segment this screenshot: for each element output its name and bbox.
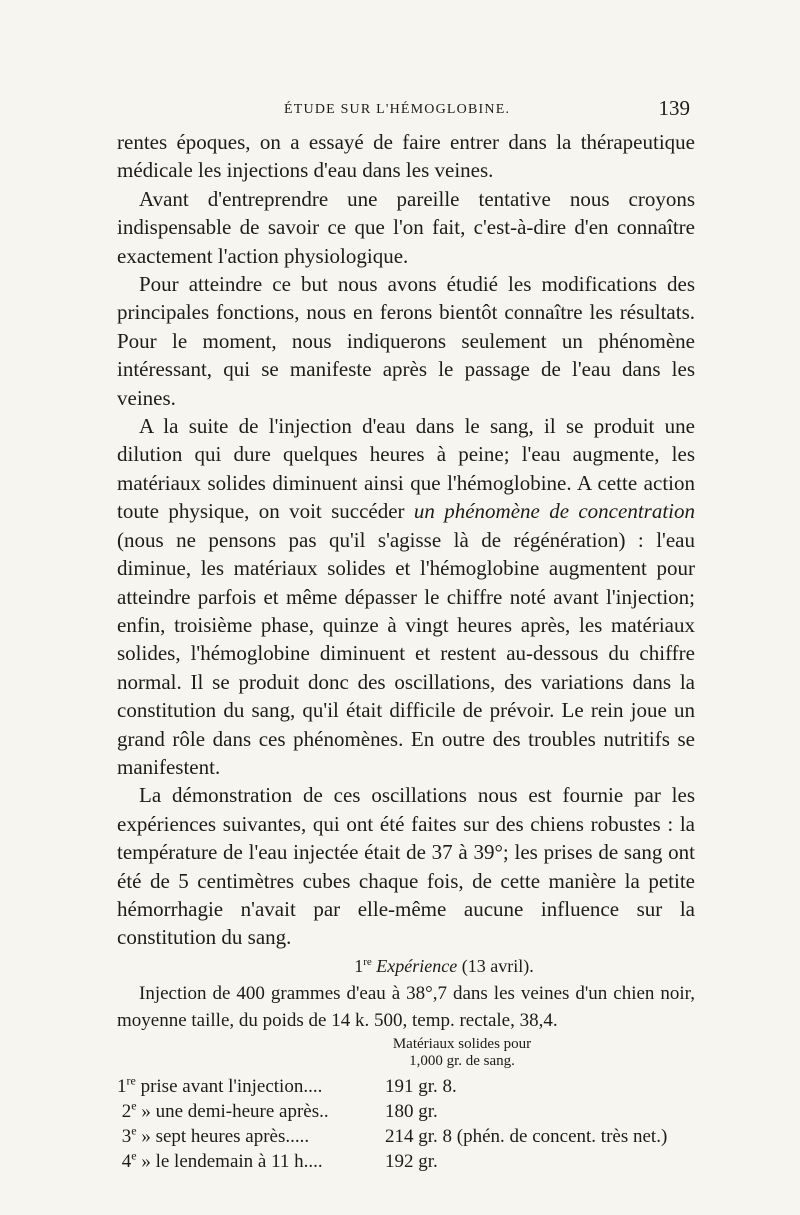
page-header — [118, 96, 690, 126]
paragraph-continuation: rentes époques, on a essayé de faire entrer dans la thérapeutique médicale les injections d'eau dans les veines. — [117, 130, 695, 183]
body-text — [117, 128, 695, 1174]
experiment-title: 1re Expérience (13 avril). — [354, 955, 534, 976]
running-title: ÉTUDE SUR L'HÉMOGLOBINE. — [284, 102, 511, 117]
table-row: 2e » une demi-heure après.. 180 gr. — [121, 1098, 438, 1123]
paragraph-text: (nous ne pensons pas qu'il s'agisse là de régénération) : l'eau diminue, les matériaux solides et l'hémoglobine augmentent pour atteindre parfois et même dépasser le chiffre noté avant l'injection; enfin, troisième phase, quinze à vingt heures après, les matériaux solides, l'hémoglobine diminuent et restent au-dessous du chiffre normal. Il se produit donc des oscillations, des variations dans la constitution du sang, qu'il était difficile de prévoir. Le rein joue un grand rôle dans ces phénomènes. En outre des troubles nutritifs se manifestent. — [117, 527, 695, 779]
paragraph: Pour atteindre ce but nous avons étudié les modifications des principales fonctions, nous en ferons bientôt connaître les résultats. Pour le moment, nous indiquerons seulement un phénomène intéressant, qui se manifeste après le passage de l'eau dans les veines. — [117, 272, 695, 410]
paragraph — [117, 412, 695, 781]
paragraph: La démonstration de ces oscillations nous est fournie par les expériences suivantes, qui ont été faites sur des chiens robustes : la température de l'eau injectée était de 37 à 39°; les prises de sang ont été de 5 centimètres cubes chaque fois, de cette manière la petite hémorrhagie n'avait par elle-même aucune influence sur la constitution du sang. — [117, 783, 695, 950]
results-table — [117, 1074, 667, 1174]
experiment-description: Injection de 400 grammes d'eau à 38°,7 dans les veines d'un chien noir, moyenne taille, du poids de 14 k. 500, temp. rectale, 38,4. — [117, 983, 695, 1032]
table-column-header: Matériaux solides pour 1,000 gr. de sang. — [392, 1036, 532, 1070]
table-row: 4e » le lendemain à 11 h.... 192 gr. — [121, 1148, 438, 1173]
paragraph: Avant d'entreprendre une pareille tentative nous croyons indispensable de savoir ce que l'on fait, c'est-à-dire d'en connaître exactement l'action physiologique. — [117, 186, 695, 268]
table-row: 3e » sept heures après..... 214 gr. 8 (phén. de concent. très net.) — [121, 1123, 668, 1148]
emphasis-text: un phénomène de concentration — [413, 499, 695, 524]
page-number: 139 — [658, 96, 690, 120]
paragraph-text: A la suite de l'injection d'eau dans le sang, il se produit une dilution qui dure quelques heures à peine; l'eau augmente, les matériaux solides diminuent ainsi que l'hémoglobine. A cette action toute physique, on voit succéder — [117, 414, 695, 524]
table-row: 1re prise avant l'injection.... 191 gr. 8. — [117, 1073, 457, 1098]
